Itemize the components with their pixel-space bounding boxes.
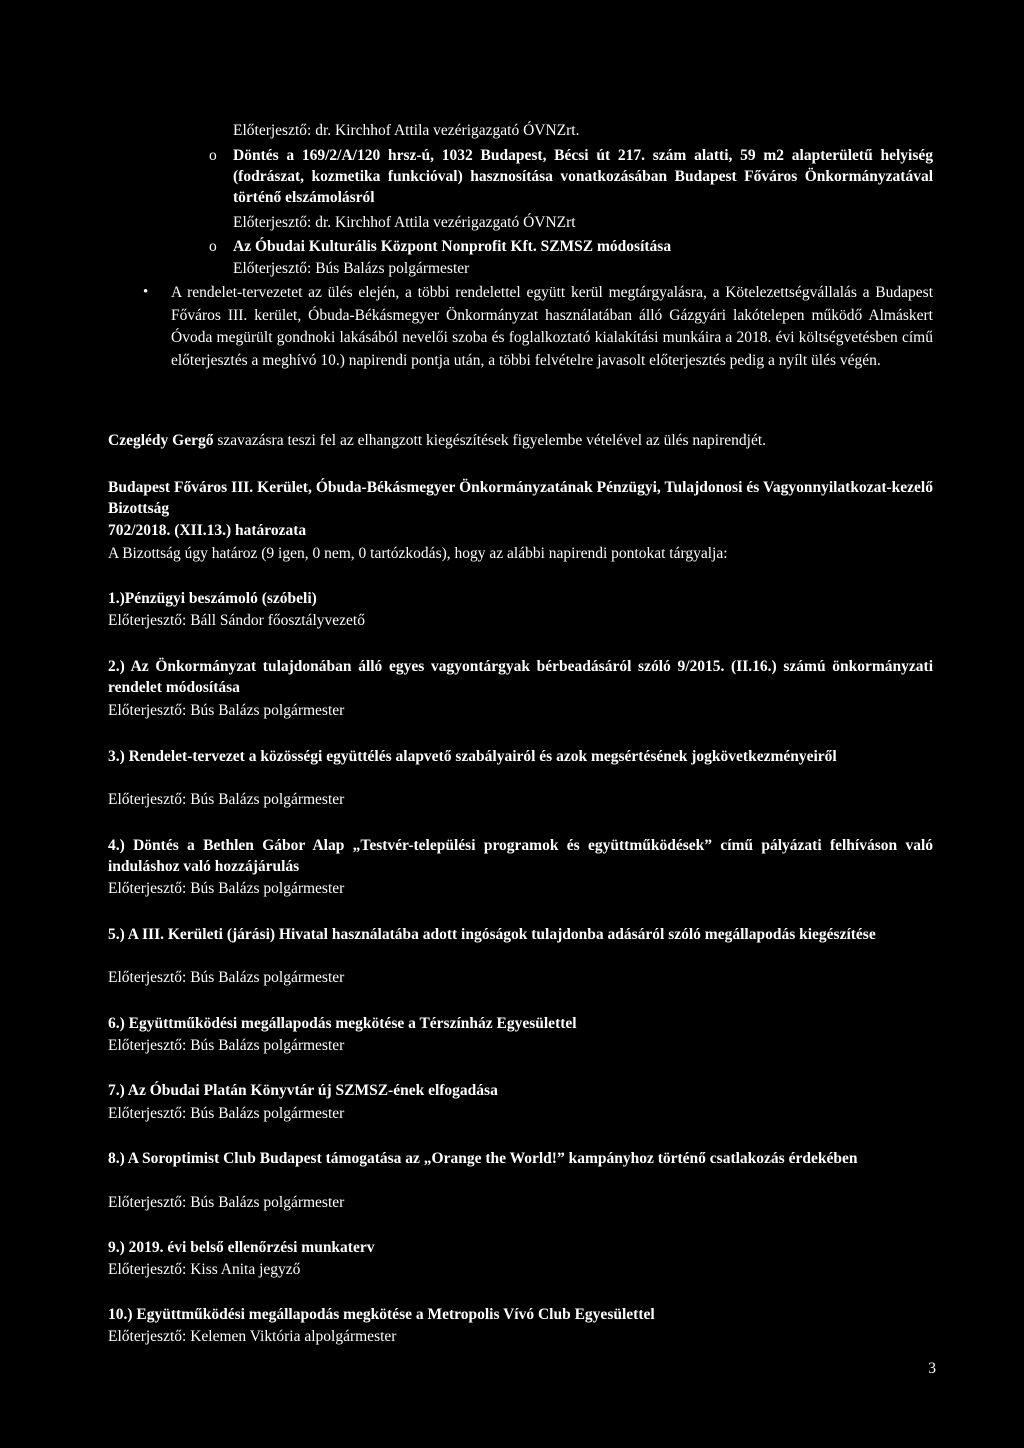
sub-item-title: Az Óbudai Kulturális Központ Nonprofit Kft. SZMSZ módosítása <box>233 238 672 255</box>
agenda-item-presenter: Előterjesztő: Bús Balázs polgármester <box>108 702 345 719</box>
agenda-item-title: 9.) 2019. évi belső ellenőrzési munkaterv <box>108 1239 375 1256</box>
agenda-item-presenter: Előterjesztő: Bús Balázs polgármester <box>108 969 345 986</box>
page-number: 3 <box>928 1360 936 1377</box>
presenter-line: Előterjesztő: dr. Kirchhof Attila vezérigazgató ÓVNZrt. <box>233 122 580 139</box>
agenda-item-presenter: Előterjesztő: Báll Sándor főosztályvezető <box>108 612 365 629</box>
agenda-item-title: 5.) A III. Kerületi (járási) Hivatal használatába adott ingóságok tulajdonba adásáról szóló megállapodás kiegészítése <box>108 926 876 943</box>
agenda-item-presenter: Előterjesztő: Kiss Anita jegyző <box>108 1261 301 1278</box>
sub-item-presenter: Előterjesztő: dr. Kirchhof Attila vezérigazgató ÓVNZrt <box>233 214 576 231</box>
agenda-item-title: 8.) A Soroptimist Club Budapest támogatása az „Orange the World!” kampányhoz történő csatlakozás érdekében <box>108 1150 858 1167</box>
agenda-item-title: 10.) Együttműködési megállapodás megkötése a Metropolis Vívó Club Egyesülettel <box>108 1306 655 1323</box>
sub-item-marker: o <box>209 238 217 255</box>
resolution-number: 702/2018. (XII.13.) határozata <box>108 522 307 539</box>
agenda-item-title: 7.) Az Óbudai Platán Könyvtár új SZMSZ-ének elfogadása <box>108 1082 498 1099</box>
vote-sentence <box>108 430 938 451</box>
bullet-paragraph: A rendelet-tervezetet az ülés elején, a többi rendelettel együtt kerül megtárgyalásra, a Kötelezettségvállalás a Budapest Főváros III. kerület, Óbuda-Békásmegyer Önkormányzat használatában álló Gázgyári lakótelepen működő Almáskert Óvoda megürült gondnoki lakásából nevelői szoba és foglalkoztató kialakítási munkáira a 2018. évi költségvetésben című előterjesztés a meghívó 10.) napirendi pontja után, a többi felvételre javasolt előterjesztés pedig a nyílt ülés végén. <box>171 284 933 369</box>
bullet-marker: • <box>143 284 149 300</box>
agenda-item-title: 4.) Döntés a Bethlen Gábor Alap „Testvér-települési programok és együttműködések” című pályázati felhíváson való induláshoz való hozzájárulás <box>108 837 933 875</box>
agenda-item-title: 6.) Együttműködési megállapodás megkötése a Térszínház Egyesülettel <box>108 1015 577 1032</box>
sub-item-marker: o <box>209 147 217 164</box>
resolution-heading: Budapest Főváros III. Kerület, Óbuda-Békásmegyer Önkormányzatának Pénzügyi, Tulajdonosi és Vagyonnyilatkozat-kezelő Bizottság <box>108 479 933 517</box>
agenda-item-presenter: Előterjesztő: Bús Balázs polgármester <box>108 1194 345 1211</box>
vote-sentence-text: szavazásra teszi fel az elhangzott kiegészítések figyelembe vételével az ülés napirendjét. <box>213 432 767 449</box>
agenda-item-title: 3.) Rendelet-tervezet a közösségi együttélés alapvető szabályairól és azok megsértésének jogkövetkezményeiről <box>108 748 837 765</box>
sub-item-presenter: Előterjesztő: Bús Balázs polgármester <box>233 260 470 277</box>
agenda-item-presenter: Előterjesztő: Bús Balázs polgármester <box>108 880 345 897</box>
agenda-item-presenter: Előterjesztő: Bús Balázs polgármester <box>108 791 345 808</box>
sub-item-title: Döntés a 169/2/A/120 hrsz-ú, 1032 Budapest, Bécsi út 217. szám alatti, 59 m2 alapterületű helyiség (fodrászat, kozmetika funkcióval) hasznosítása vonatkozásában Budapest Főváros Önkormányzatával történő elszámolásról <box>233 147 933 206</box>
agenda-item-presenter: Előterjesztő: Bús Balázs polgármester <box>108 1037 345 1054</box>
resolution-decision: A Bizottság úgy határoz (9 igen, 0 nem, 0 tartózkodás), hogy az alábbi napirendi pontokat tárgyalja: <box>108 545 728 562</box>
agenda-item-presenter: Előterjesztő: Bús Balázs polgármester <box>108 1105 345 1122</box>
agenda-item-title: 1.)Pénzügyi beszámoló (szóbeli) <box>108 590 317 607</box>
chair-name: Czeglédy Gergő <box>108 432 214 449</box>
agenda-item-title: 2.) Az Önkormányzat tulajdonában álló egyes vagyontárgyak bérbeadásáról szóló 9/2015. (II.16.) számú önkormányzati rendelet módosítása <box>108 658 933 696</box>
agenda-item-presenter: Előterjesztő: Kelemen Viktória alpolgármester <box>108 1328 397 1345</box>
